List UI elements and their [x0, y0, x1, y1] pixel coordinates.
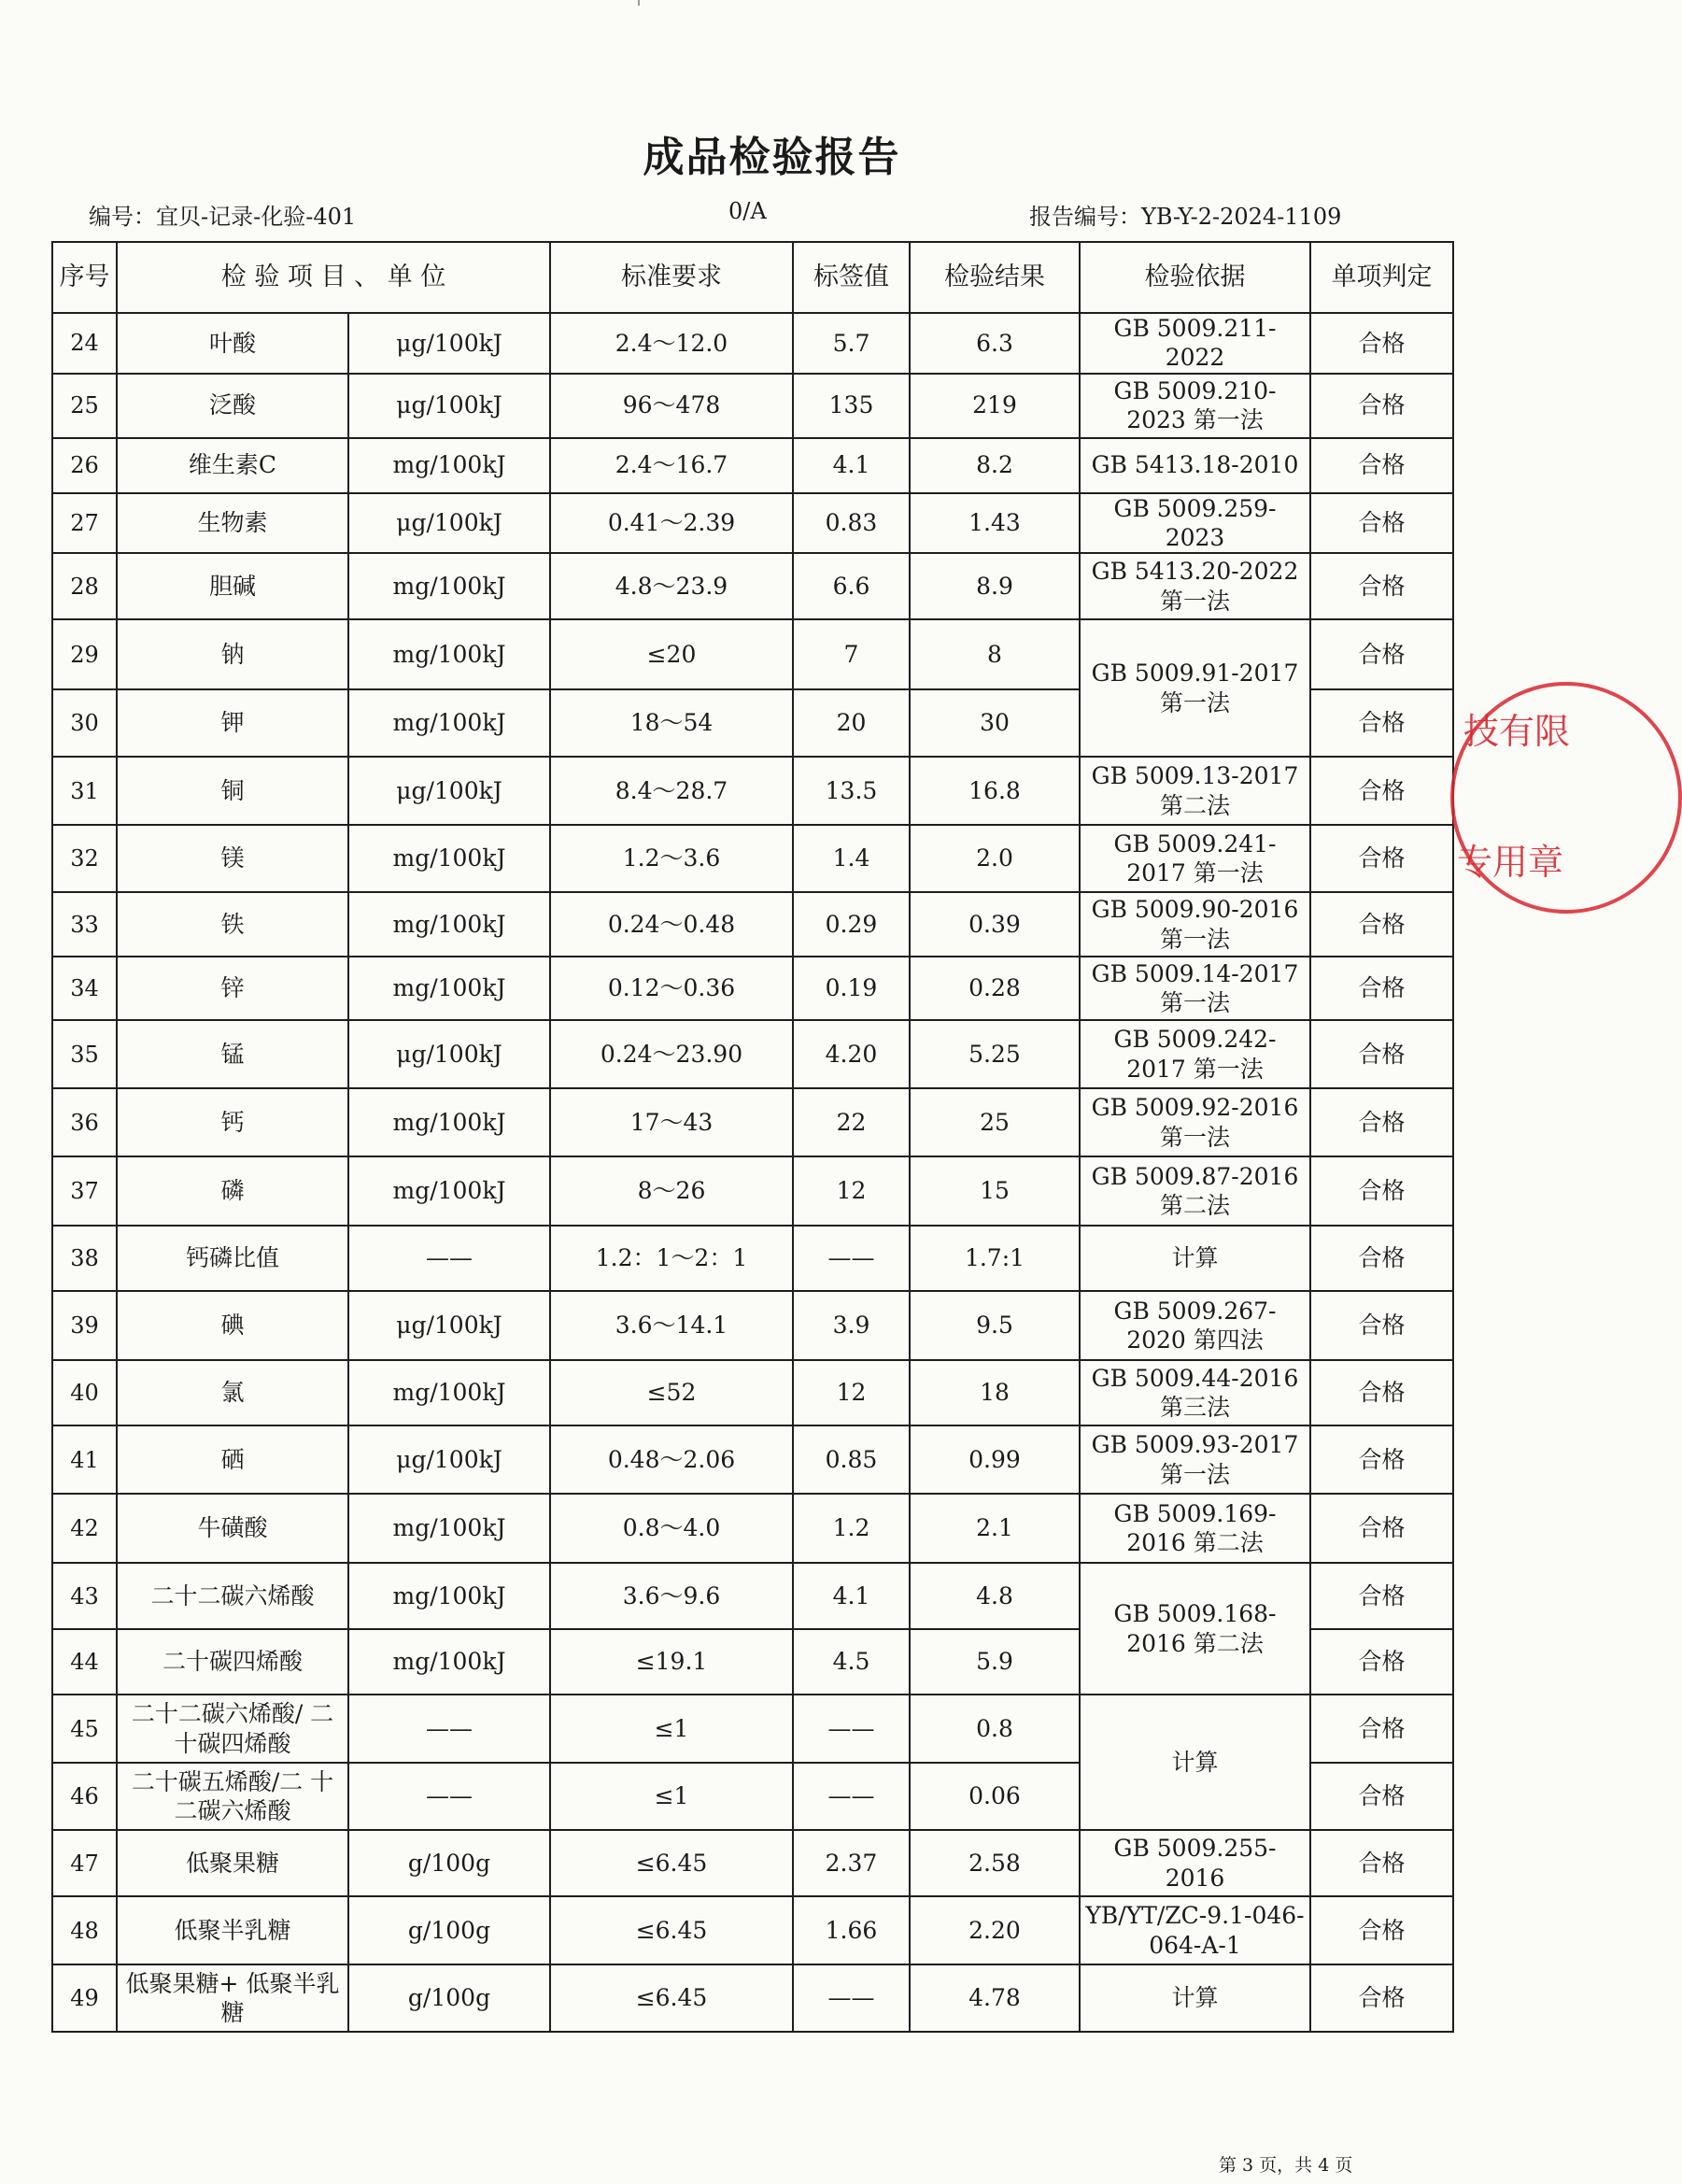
item-cell: 磷 [117, 1156, 348, 1226]
verdict-cell: 合格 [1310, 892, 1453, 957]
verdict-cell: 合格 [1310, 1964, 1453, 2032]
verdict-cell: 合格 [1310, 1156, 1453, 1226]
standard-cell: 8.4～28.7 [550, 757, 793, 825]
result-cell: 1.43 [910, 493, 1080, 554]
unit-cell: —— [348, 1695, 550, 1763]
result-cell: 16.8 [910, 757, 1080, 825]
seq-cell: 43 [52, 1563, 117, 1629]
standard-cell: ≤19.1 [550, 1629, 793, 1695]
unit-cell: mg/100kJ [348, 689, 550, 757]
basis-cell: GB 5009.90-2016 第一法 [1080, 892, 1310, 957]
table-row [52, 1088, 1453, 1156]
seq-cell: 46 [52, 1763, 117, 1830]
item-cell: 叶酸 [117, 313, 348, 374]
item-cell: 镁 [117, 825, 348, 892]
inspection-table [51, 241, 1454, 2033]
verdict-cell: 合格 [1310, 1226, 1453, 1291]
basis-cell: GB 5009.259-2023 [1080, 493, 1310, 554]
table-row [52, 825, 1453, 892]
result-cell: 9.5 [910, 1291, 1080, 1360]
label-value-cell: 1.66 [793, 1896, 910, 1964]
label-value-cell: 0.29 [793, 892, 910, 957]
item-cell: 氯 [117, 1360, 348, 1425]
basis-cell: GB 5009.211-2022 [1080, 313, 1310, 374]
label-value-cell: 20 [793, 689, 910, 757]
basis-cell: GB 5009.92-2016 第一法 [1080, 1088, 1310, 1156]
table-row [52, 1226, 1453, 1291]
page-footer: 第 3 页，共 4 页 [1219, 2155, 1353, 2176]
standard-cell: 0.12～0.36 [550, 957, 793, 1020]
item-cell: 二十碳五烯酸/二 十二碳六烯酸 [117, 1763, 348, 1830]
basis-cell: GB 5009.91-2017 第一法 [1080, 619, 1310, 757]
unit-cell: μg/100kJ [348, 1020, 550, 1088]
label-value-cell: 4.1 [793, 438, 910, 493]
verdict-cell: 合格 [1310, 553, 1453, 619]
verdict-cell: 合格 [1310, 619, 1453, 689]
unit-cell: μg/100kJ [348, 1291, 550, 1360]
header-basis: 检验依据 [1080, 242, 1310, 313]
result-cell: 219 [910, 374, 1080, 438]
seq-cell: 26 [52, 438, 117, 493]
standard-cell: 96～478 [550, 374, 793, 438]
label-value-cell: 13.5 [793, 757, 910, 825]
unit-cell: mg/100kJ [348, 825, 550, 892]
verdict-cell: 合格 [1310, 493, 1453, 554]
seal-text-top: 技有限 [1463, 711, 1571, 752]
item-cell: 低聚半乳糖 [117, 1896, 348, 1964]
verdict-cell: 合格 [1310, 1425, 1453, 1494]
unit-cell: g/100g [348, 1964, 550, 2032]
standard-cell: 0.8～4.0 [550, 1494, 793, 1563]
verdict-cell: 合格 [1310, 438, 1453, 493]
result-cell: 0.06 [910, 1763, 1080, 1830]
standard-cell: ≤20 [550, 619, 793, 689]
table-row [52, 757, 1453, 825]
label-value-cell: —— [793, 1695, 910, 1763]
table-row [52, 438, 1453, 493]
table-row [52, 1563, 1453, 1629]
standard-cell: 1.2～3.6 [550, 825, 793, 892]
verdict-cell: 合格 [1310, 1020, 1453, 1088]
item-cell: 低聚果糖+ 低聚半乳糖 [117, 1964, 348, 2032]
standard-cell: 8～26 [550, 1156, 793, 1226]
record-number: 编号：宜贝-记录-化验-401 [89, 204, 357, 230]
basis-cell: GB 5009.44-2016 第三法 [1080, 1360, 1310, 1425]
basis-cell: GB 5009.169-2016 第二法 [1080, 1494, 1310, 1563]
result-cell: 8.9 [910, 553, 1080, 619]
table-row [52, 1896, 1453, 1964]
item-cell: 锌 [117, 957, 348, 1020]
verdict-cell: 合格 [1310, 1494, 1453, 1563]
seq-cell: 29 [52, 619, 117, 689]
standard-cell: ≤52 [550, 1360, 793, 1425]
seq-cell: 45 [52, 1695, 117, 1763]
table-row [52, 1494, 1453, 1563]
item-cell: 碘 [117, 1291, 348, 1360]
standard-cell: 2.4～16.7 [550, 438, 793, 493]
result-cell: 25 [910, 1088, 1080, 1156]
unit-cell: μg/100kJ [348, 1425, 550, 1494]
result-cell: 0.28 [910, 957, 1080, 1020]
result-cell: 8 [910, 619, 1080, 689]
basis-cell: GB 5009.93-2017 第一法 [1080, 1425, 1310, 1494]
label-value-cell: —— [793, 1226, 910, 1291]
result-cell: 4.78 [910, 1964, 1080, 2032]
unit-cell: μg/100kJ [348, 757, 550, 825]
standard-cell: 0.24～0.48 [550, 892, 793, 957]
seq-cell: 31 [52, 757, 117, 825]
result-cell: 18 [910, 1360, 1080, 1425]
standard-cell: 18～54 [550, 689, 793, 757]
standard-cell: 0.41～2.39 [550, 493, 793, 554]
header-label: 标签值 [793, 242, 910, 313]
seq-cell: 34 [52, 957, 117, 1020]
label-value-cell: 0.85 [793, 1425, 910, 1494]
basis-cell: 计算 [1080, 1964, 1310, 2032]
scan-mark [638, 0, 640, 6]
table-row [52, 1695, 1453, 1763]
basis-cell: GB 5009.210-2023 第一法 [1080, 374, 1310, 438]
basis-cell: YB/YT/ZC-9.1-046-064-A-1 [1080, 1896, 1310, 1964]
table-row [52, 374, 1453, 438]
verdict-cell: 合格 [1310, 757, 1453, 825]
label-value-cell: 2.37 [793, 1830, 910, 1896]
header-seq: 序号 [52, 242, 117, 313]
result-cell: 8.2 [910, 438, 1080, 493]
label-value-cell: 12 [793, 1360, 910, 1425]
verdict-cell: 合格 [1310, 957, 1453, 1020]
result-cell: 0.8 [910, 1695, 1080, 1763]
label-value-cell: 3.9 [793, 1291, 910, 1360]
unit-cell: mg/100kJ [348, 1563, 550, 1629]
result-cell: 4.8 [910, 1563, 1080, 1629]
seq-cell: 49 [52, 1964, 117, 2032]
label-value-cell: 0.19 [793, 957, 910, 1020]
basis-cell: GB 5009.241-2017 第一法 [1080, 825, 1310, 892]
seal-text-bottom: 专用章 [1457, 842, 1564, 883]
basis-cell: GB 5009.13-2017 第二法 [1080, 757, 1310, 825]
label-value-cell: 0.83 [793, 493, 910, 554]
seq-cell: 39 [52, 1291, 117, 1360]
seq-cell: 27 [52, 493, 117, 554]
result-cell: 2.58 [910, 1830, 1080, 1896]
verdict-cell: 合格 [1310, 374, 1453, 438]
seq-cell: 44 [52, 1629, 117, 1695]
item-cell: 铜 [117, 757, 348, 825]
seq-cell: 47 [52, 1830, 117, 1896]
item-cell: 硒 [117, 1425, 348, 1494]
table-row [52, 313, 1453, 374]
header-result: 检验结果 [910, 242, 1080, 313]
item-cell: 钠 [117, 619, 348, 689]
label-value-cell: 4.5 [793, 1629, 910, 1695]
item-cell: 胆碱 [117, 553, 348, 619]
verdict-cell: 合格 [1310, 1695, 1453, 1763]
label-value-cell: 7 [793, 619, 910, 689]
header-verdict: 单项判定 [1310, 242, 1453, 313]
unit-cell: mg/100kJ [348, 1494, 550, 1563]
unit-cell: —— [348, 1763, 550, 1830]
basis-cell: GB 5009.168-2016 第二法 [1080, 1563, 1310, 1695]
unit-cell: mg/100kJ [348, 892, 550, 957]
unit-cell: g/100g [348, 1830, 550, 1896]
unit-cell: mg/100kJ [348, 1629, 550, 1695]
seq-cell: 35 [52, 1020, 117, 1088]
result-cell: 30 [910, 689, 1080, 757]
verdict-cell: 合格 [1310, 1563, 1453, 1629]
basis-cell: 计算 [1080, 1695, 1310, 1830]
standard-cell: ≤6.45 [550, 1830, 793, 1896]
result-cell: 5.9 [910, 1629, 1080, 1695]
header-item: 检 验 项 目 、 单 位 [117, 242, 550, 313]
table-row [52, 1360, 1453, 1425]
item-cell: 生物素 [117, 493, 348, 554]
label-value-cell: —— [793, 1763, 910, 1830]
result-cell: 5.25 [910, 1020, 1080, 1088]
seq-cell: 28 [52, 553, 117, 619]
result-cell: 2.20 [910, 1896, 1080, 1964]
standard-cell: 4.8～23.9 [550, 553, 793, 619]
table-row [52, 1020, 1453, 1088]
version-label: 0/A [728, 198, 767, 224]
result-cell: 0.39 [910, 892, 1080, 957]
item-cell: 钙 [117, 1088, 348, 1156]
seq-cell: 25 [52, 374, 117, 438]
verdict-cell: 合格 [1310, 689, 1453, 757]
table-row [52, 1830, 1453, 1896]
verdict-cell: 合格 [1310, 1629, 1453, 1695]
verdict-cell: 合格 [1310, 1088, 1453, 1156]
item-cell: 钾 [117, 689, 348, 757]
result-cell: 1.7:1 [910, 1226, 1080, 1291]
standard-cell: 1.2：1～2：1 [550, 1226, 793, 1291]
seq-cell: 24 [52, 313, 117, 374]
verdict-cell: 合格 [1310, 1763, 1453, 1830]
standard-cell: 17～43 [550, 1088, 793, 1156]
table-header-row [52, 242, 1453, 313]
item-cell: 锰 [117, 1020, 348, 1088]
basis-cell: GB 5009.14-2017 第一法 [1080, 957, 1310, 1020]
result-cell: 0.99 [910, 1425, 1080, 1494]
label-value-cell: 22 [793, 1088, 910, 1156]
unit-cell: mg/100kJ [348, 619, 550, 689]
label-value-cell: —— [793, 1964, 910, 2032]
unit-cell: mg/100kJ [348, 1156, 550, 1226]
standard-cell: 0.48～2.06 [550, 1425, 793, 1494]
verdict-cell: 合格 [1310, 313, 1453, 374]
seq-cell: 36 [52, 1088, 117, 1156]
standard-cell: 2.4～12.0 [550, 313, 793, 374]
seq-cell: 48 [52, 1896, 117, 1964]
standard-cell: ≤1 [550, 1695, 793, 1763]
unit-cell: μg/100kJ [348, 313, 550, 374]
table-row [52, 493, 1453, 554]
table-row [52, 619, 1453, 689]
result-cell: 6.3 [910, 313, 1080, 374]
item-cell: 牛磺酸 [117, 1494, 348, 1563]
item-cell: 二十二碳六烯酸 [117, 1563, 348, 1629]
standard-cell: ≤6.45 [550, 1964, 793, 2032]
basis-cell: 计算 [1080, 1226, 1310, 1291]
basis-cell: GB 5413.20-2022 第一法 [1080, 553, 1310, 619]
standard-cell: ≤1 [550, 1763, 793, 1830]
seq-cell: 30 [52, 689, 117, 757]
unit-cell: mg/100kJ [348, 957, 550, 1020]
result-cell: 2.0 [910, 825, 1080, 892]
basis-cell: GB 5009.242-2017 第一法 [1080, 1020, 1310, 1088]
report-title: 成品检验报告 [643, 134, 901, 181]
item-cell: 低聚果糖 [117, 1830, 348, 1896]
item-cell: 二十二碳六烯酸/ 二十碳四烯酸 [117, 1695, 348, 1763]
unit-cell: μg/100kJ [348, 374, 550, 438]
seq-cell: 38 [52, 1226, 117, 1291]
verdict-cell: 合格 [1310, 1291, 1453, 1360]
seq-cell: 37 [52, 1156, 117, 1226]
header-standard: 标准要求 [550, 242, 793, 313]
basis-cell: GB 5009.267-2020 第四法 [1080, 1291, 1310, 1360]
item-cell: 维生素C [117, 438, 348, 493]
label-value-cell: 12 [793, 1156, 910, 1226]
unit-cell: —— [348, 1226, 550, 1291]
label-value-cell: 5.7 [793, 313, 910, 374]
unit-cell: mg/100kJ [348, 553, 550, 619]
seq-cell: 41 [52, 1425, 117, 1494]
seq-cell: 42 [52, 1494, 117, 1563]
unit-cell: mg/100kJ [348, 438, 550, 493]
result-cell: 15 [910, 1156, 1080, 1226]
table-row [52, 553, 1453, 619]
seq-cell: 40 [52, 1360, 117, 1425]
table-row [52, 957, 1453, 1020]
table-row [52, 1964, 1453, 2032]
label-value-cell: 4.1 [793, 1563, 910, 1629]
item-cell: 钙磷比值 [117, 1226, 348, 1291]
item-cell: 铁 [117, 892, 348, 957]
unit-cell: g/100g [348, 1896, 550, 1964]
verdict-cell: 合格 [1310, 1830, 1453, 1896]
unit-cell: μg/100kJ [348, 493, 550, 554]
standard-cell: 3.6～9.6 [550, 1563, 793, 1629]
standard-cell: 0.24～23.90 [550, 1020, 793, 1088]
label-value-cell: 6.6 [793, 553, 910, 619]
seq-cell: 33 [52, 892, 117, 957]
result-cell: 2.1 [910, 1494, 1080, 1563]
table-body [52, 313, 1453, 2032]
unit-cell: mg/100kJ [348, 1088, 550, 1156]
table-row [52, 1291, 1453, 1360]
verdict-cell: 合格 [1310, 1896, 1453, 1964]
verdict-cell: 合格 [1310, 825, 1453, 892]
table-row [52, 1425, 1453, 1494]
unit-cell: mg/100kJ [348, 1360, 550, 1425]
table-row [52, 892, 1453, 957]
standard-cell: 3.6～14.1 [550, 1291, 793, 1360]
label-value-cell: 1.2 [793, 1494, 910, 1563]
table-row [52, 1156, 1453, 1226]
label-value-cell: 135 [793, 374, 910, 438]
report-number: 报告编号：YB-Y-2-2024-1109 [1029, 204, 1342, 230]
standard-cell: ≤6.45 [550, 1896, 793, 1964]
seq-cell: 32 [52, 825, 117, 892]
item-cell: 二十碳四烯酸 [117, 1629, 348, 1695]
basis-cell: GB 5009.87-2016 第二法 [1080, 1156, 1310, 1226]
basis-cell: GB 5413.18-2010 [1080, 438, 1310, 493]
basis-cell: GB 5009.255-2016 [1080, 1830, 1310, 1896]
label-value-cell: 1.4 [793, 825, 910, 892]
label-value-cell: 4.20 [793, 1020, 910, 1088]
item-cell: 泛酸 [117, 374, 348, 438]
verdict-cell: 合格 [1310, 1360, 1453, 1425]
